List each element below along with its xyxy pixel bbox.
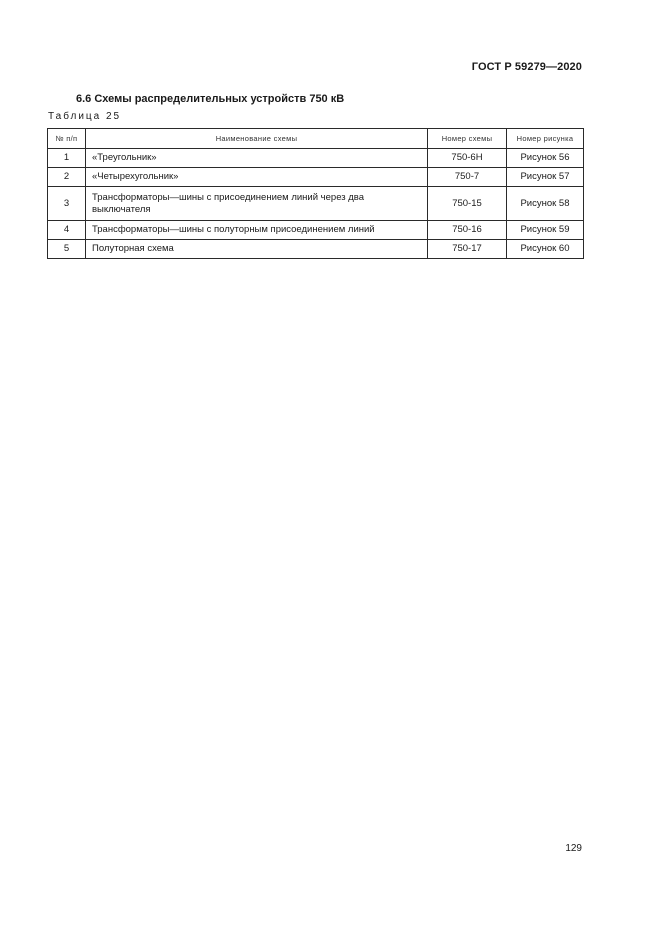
row-number: 2 [48, 168, 86, 187]
scheme-code: 750-7 [428, 168, 507, 187]
table-row [48, 168, 584, 187]
column-header-code: Номер схемы [428, 129, 507, 149]
section-title: 6.6 Схемы распределительных устройств 750 кВ [76, 93, 345, 105]
table-header-row [48, 129, 584, 149]
column-header-name: Наименование схемы [86, 129, 428, 149]
scheme-code: 750-17 [428, 240, 507, 259]
column-header-number: № п/п [48, 129, 86, 149]
scheme-code: 750-16 [428, 221, 507, 240]
scheme-code: 750-15 [428, 187, 507, 221]
scheme-code: 750-6Н [428, 149, 507, 168]
scheme-name: «Четырехугольник» [86, 168, 428, 187]
scheme-name: «Треугольник» [86, 149, 428, 168]
table-caption: Таблица 25 [48, 111, 122, 122]
schemes-table [47, 128, 584, 259]
table-row [48, 240, 584, 259]
standard-number: ГОСТ Р 59279—2020 [471, 61, 582, 73]
table-row [48, 221, 584, 240]
row-number: 3 [48, 187, 86, 221]
scheme-name: Полуторная схема [86, 240, 428, 259]
figure-reference: Рисунок 57 [507, 168, 584, 187]
page-number: 129 [565, 843, 582, 854]
row-number: 4 [48, 221, 86, 240]
table-row [48, 187, 584, 221]
scheme-name: Трансформаторы—шины с присоединением линий через два выключателя [86, 187, 428, 221]
figure-reference: Рисунок 58 [507, 187, 584, 221]
column-header-figure: Номер рисунка [507, 129, 584, 149]
table-row [48, 149, 584, 168]
scheme-name: Трансформаторы—шины с полуторным присоединением линий [86, 221, 428, 240]
row-number: 5 [48, 240, 86, 259]
row-number: 1 [48, 149, 86, 168]
figure-reference: Рисунок 56 [507, 149, 584, 168]
figure-reference: Рисунок 60 [507, 240, 584, 259]
figure-reference: Рисунок 59 [507, 221, 584, 240]
